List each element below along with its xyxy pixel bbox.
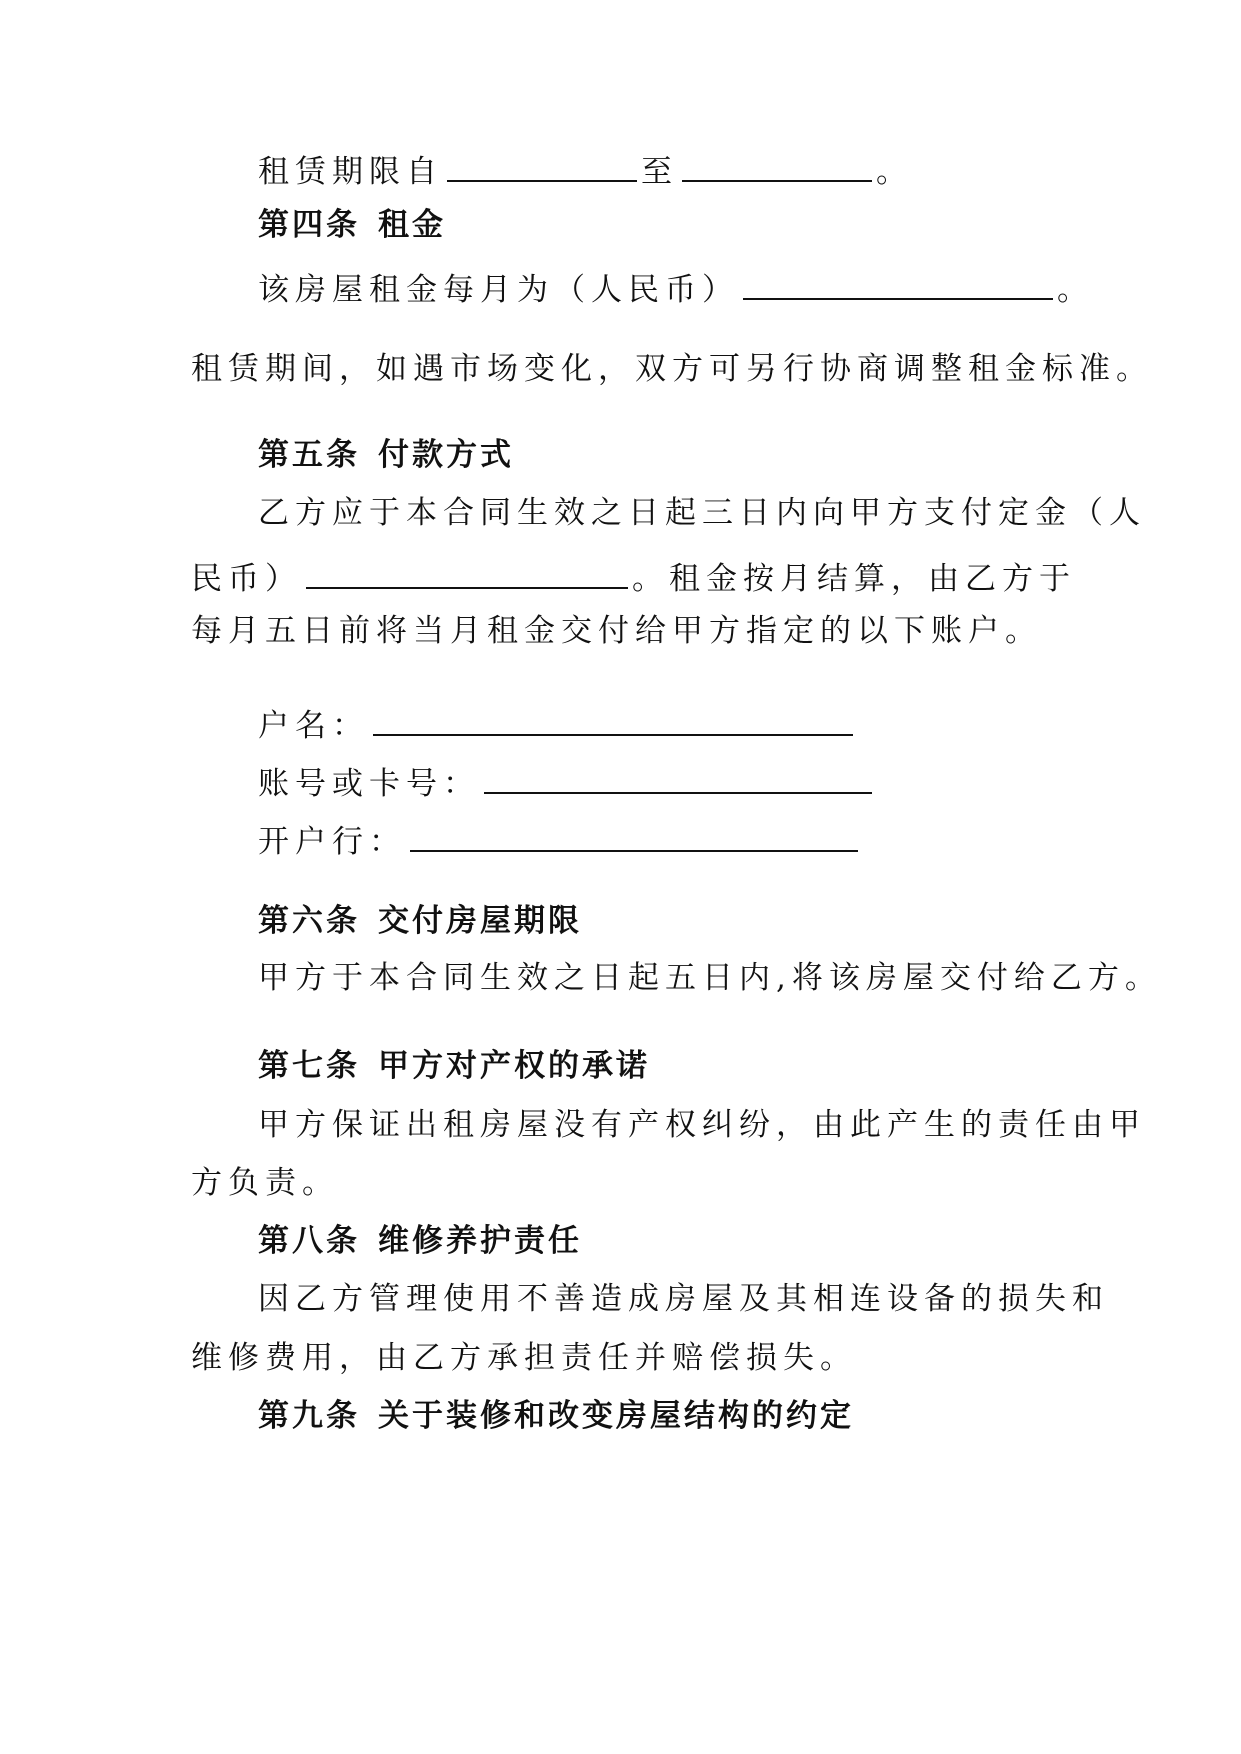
account-name-label: 户名： (258, 708, 369, 744)
article-6-number: 第六条 (258, 903, 360, 939)
article-8-heading (258, 1223, 582, 1259)
article-4-title: 租金 (378, 207, 446, 243)
bank-blank[interactable] (410, 820, 858, 852)
article-9-number: 第九条 (258, 1398, 360, 1434)
payment-account-text: 每月五日前将当月租金交付给甲方指定的以下账户。 (191, 613, 1042, 649)
account-name-row (258, 704, 857, 742)
lease-start-blank[interactable] (447, 150, 637, 182)
article-8-body-line-2: 维修费用，由乙方承担责任并赔偿损失。 (191, 1340, 857, 1376)
article-7-body-line-1: 甲方保证出租房屋没有产权纠纷，由此产生的责任由甲 (258, 1107, 1146, 1143)
article-4-number: 第四条 (258, 207, 360, 243)
lease-end-blank[interactable] (682, 150, 872, 182)
rent-amount-blank[interactable] (743, 268, 1053, 300)
article-7-number: 第七条 (258, 1048, 360, 1084)
lease-term-middle: 至 (641, 154, 678, 190)
account-name-blank[interactable] (373, 704, 853, 736)
article-7-heading (258, 1048, 650, 1084)
article-8-number: 第八条 (258, 1223, 360, 1259)
rent-amount-line (258, 268, 1094, 306)
article-8-title: 维修养护责任 (378, 1223, 582, 1259)
article-4-heading (258, 207, 446, 243)
deposit-prefix: 民币） (191, 561, 302, 597)
article-5-heading (258, 437, 514, 473)
rent-amount-suffix: 。 (1057, 272, 1094, 308)
article-6-body: 甲方于本合同生效之日起五日内,将该房屋交付给乙方。 (258, 960, 1162, 996)
lease-term-suffix: 。 (876, 154, 913, 190)
article-7-title: 甲方对产权的承诺 (378, 1048, 650, 1084)
article-7-body-line-2: 方负责。 (191, 1165, 339, 1201)
article-9-title: 关于装修和改变房屋结构的约定 (378, 1398, 854, 1434)
rent-adjust-text: 租赁期间，如遇市场变化，双方可另行协商调整租金标准。 (191, 351, 1153, 387)
article-6-heading (258, 903, 582, 939)
deposit-amount-blank[interactable] (306, 557, 628, 589)
deposit-line-1: 乙方应于本合同生效之日起三日内向甲方支付定金（人 (258, 495, 1146, 531)
bank-row (258, 820, 862, 858)
deposit-line-2 (191, 557, 1076, 595)
account-number-blank[interactable] (484, 762, 872, 794)
lease-term-line (258, 150, 913, 188)
lease-term-prefix: 租赁期限自 (258, 154, 443, 190)
deposit-suffix: 。租金按月结算，由乙方于 (632, 561, 1076, 597)
article-9-heading (258, 1398, 854, 1434)
article-6-title: 交付房屋期限 (378, 903, 582, 939)
article-5-title: 付款方式 (378, 437, 514, 473)
article-8-body-line-1: 因乙方管理使用不善造成房屋及其相连设备的损失和 (258, 1281, 1109, 1317)
rent-amount-prefix: 该房屋租金每月为（人民币） (258, 272, 739, 308)
bank-label: 开户行： (258, 824, 406, 860)
account-number-label: 账号或卡号： (258, 766, 480, 802)
account-number-row (258, 762, 876, 800)
article-5-number: 第五条 (258, 437, 360, 473)
